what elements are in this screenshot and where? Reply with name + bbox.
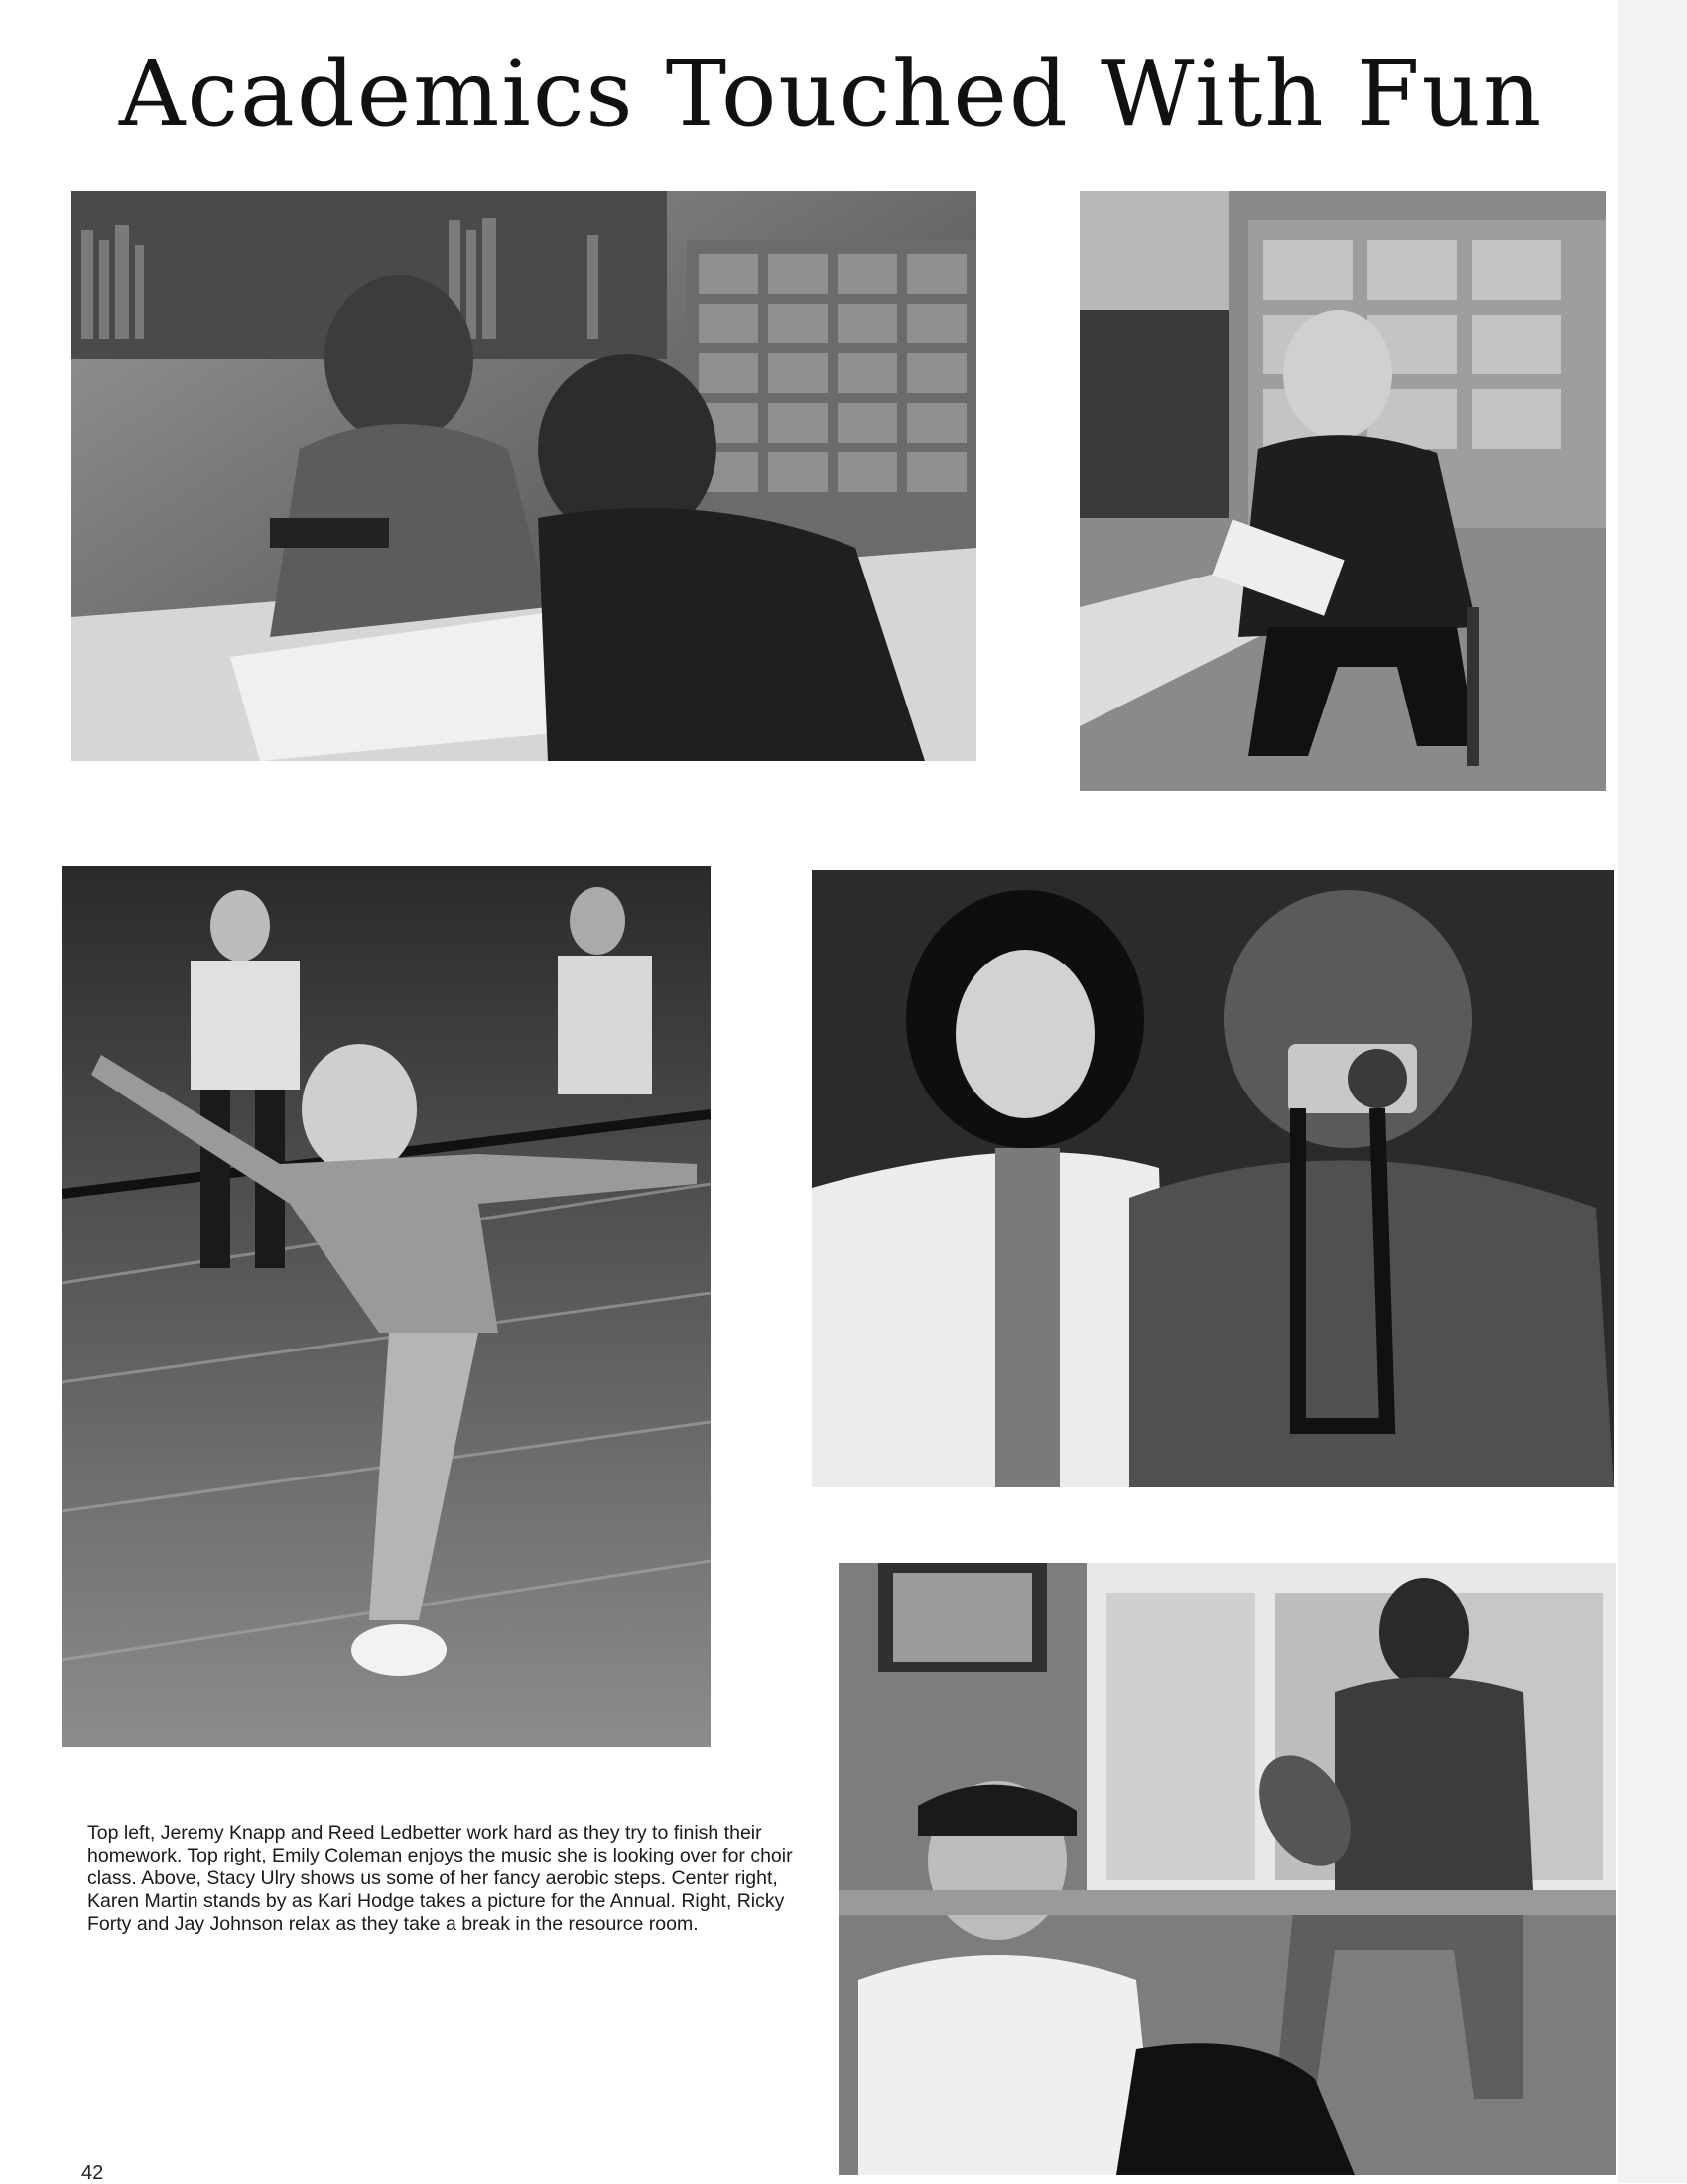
photo-resource-room — [839, 1563, 1616, 2175]
photo-library-homework — [71, 191, 976, 761]
photo-annual-camera — [812, 870, 1614, 1487]
page-number: 42 — [81, 2162, 104, 2184]
photo-choir-music — [1080, 191, 1606, 791]
page-edge-shadow — [1618, 0, 1687, 2183]
photo-caption: Top left, Jeremy Knapp and Reed Ledbetter work hard as they try to finish their homework. Top right, Emily Coleman enjoys the music she is looking over for choir class. Above, Stacy Ulry shows us some of her fancy aerobic steps. Center right, Karen Martin stands by as Kari Hodge takes a picture for the Annual. Right, Ricky Forty and Jay Johnson relax as they take a break in the resource room. — [87, 1822, 793, 1935]
photo-aerobic-steps — [62, 866, 711, 1747]
page-title: Academics Touched With Fun — [119, 41, 1544, 147]
